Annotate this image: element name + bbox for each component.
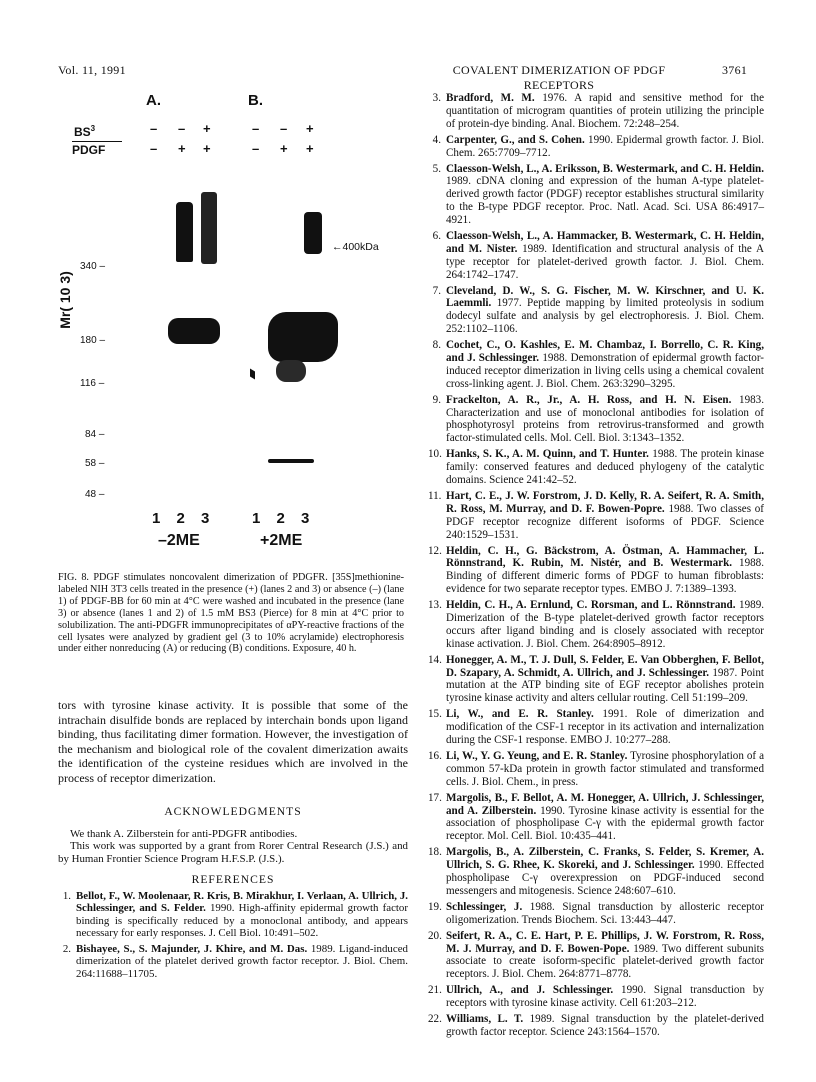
reference-item: 6. Claesson-Welsh, L., A. Hammacker, B. Westermark, C. H. Heldin, and M. Nister. 1989. Identification and structural analysis of the A type receptor for platelet-derived growth factor. J. Biol. Chem. 264:1742–1747. bbox=[432, 230, 764, 281]
marker-58: 58 – bbox=[85, 458, 105, 469]
reference-item: 17. Margolis, B., F. Bellot, A. M. Honegger, A. Ullrich, J. Schlessinger, and A. Zilberstein. 1990. Tyrosine kinase activity is essential for the association of phospholipase C-γ with the epidermal growth factor receptor. Mol. Cell. Biol. 10:435–441. bbox=[428, 791, 764, 843]
marker-180: 180 – bbox=[80, 335, 106, 346]
panel-b-label: B. bbox=[248, 92, 263, 109]
band-a3-high bbox=[201, 192, 217, 264]
reference-item: 12. Heldin, C. H., G. Bäckstrom, A. Östman, A. Hammacher, L. Rönnstrand, K. Rubin, M. Nistér, and B. Westermark. 1988. Binding of different dimeric forms of PDGF to human fibroblasts: evidence for two separate receptor types. EMBO J. 7:1389–1393. bbox=[428, 544, 764, 596]
condition-b: +2ME bbox=[260, 532, 303, 549]
acknowledgments-text bbox=[58, 828, 408, 865]
reference-item: 11. Hart, C. E., J. W. Forstrom, J. D. Kelly, R. A. Seifert, R. A. Smith, R. Ross, M. Murray, and D. F. Bowen-Popre. 1988. Two classes of PDGF receptor recognize different isoforms of PDGF. Science 240:1529–1531. bbox=[428, 489, 765, 541]
reference-item: 1. Bellot, F., W. Moolenaar, R. Kris, B. Mirakhur, I. Verlaan, A. Ullrich, J. Schlessinger, and S. Felder. 1990. High-affinity epidermal growth factor binding is specifically reduced by a monoclonal antibody, and appears necessary for early responses. J. Cell Biol. 10:491–502. bbox=[62, 890, 409, 940]
page-number: 3761 bbox=[722, 63, 748, 77]
reference-item: 8. Cochet, C., O. Kashles, E. M. Chambaz, I. Borrello, C. R. King, and J. Schlessinger. 1988. Demonstration of epidermal growth factor-induced receptor dimerization in living cells using a chemical covalent cross-linking agent. J. Biol. Chem. 263:3290–3295. bbox=[432, 339, 764, 390]
sign: – bbox=[150, 121, 158, 136]
sign: + bbox=[178, 141, 186, 156]
sign: + bbox=[306, 121, 314, 136]
bs3-row-label: $BS^3$ bbox=[74, 124, 96, 139]
sign: – bbox=[178, 121, 186, 136]
reference-item: 19. Schlessinger, J. 1988. Signal transduction by allosteric receptor oligomerization. Trends Biochem. Sci. 13:443–447. bbox=[428, 900, 764, 926]
reference-item: 5. Claesson-Welsh, L., A. Eriksson, B. Westermark, and C. H. Heldin. 1989. cDNA cloning and expression of the human A-type platelet-derived growth factor (PDGF) receptor establishes structural similarity to the B-type PDGF receptor. Proc. Natl. Acad. Sci. USA 86:4917–4921. bbox=[432, 162, 764, 226]
ack-paragraph: We thank A. Zilberstein for anti-PDGFR antibodies. bbox=[70, 828, 298, 840]
volume-label: Vol. 11, 1991 bbox=[58, 63, 126, 77]
reference-item: 18. Margolis, B., A. Zilberstein, C. Franks, S. Felder, S. Kremer, A. Ullrich, S. G. Rhee, K. Skoreki, and J. Schlessinger. 1990. Effected phospholipase C-γ overexpression on PDGF-induced second messengers and mitogenesis. Science 248:607–610. bbox=[428, 846, 764, 897]
reference-item: 13. Heldin, C. H., A. Ernlund, C. Rorsman, and L. Rönnstrand. 1989. Dimerization of the B-type platelet-derived growth factor receptors occurs after ligand binding and is closely associated with receptor kinase activation. J. Biol. Chem. 264:8905–8912. bbox=[428, 599, 765, 650]
ack-paragraph: This work was supported by a grant from Rorer Central Research (J.S.) and by Human Frontier Science Program H.F.S.P. (J.S.). bbox=[58, 840, 408, 865]
y-axis-label: Mr( 10 3) bbox=[56, 271, 73, 329]
band-b-180 bbox=[268, 312, 338, 362]
marker-48: 48 – bbox=[85, 489, 105, 500]
references-left bbox=[58, 890, 408, 983]
band-b-58 bbox=[268, 459, 314, 463]
sign: + bbox=[306, 141, 314, 156]
reference-item: 10. Hanks, S. K., A. M. Quinn, and T. Hunter. 1988. The protein kinase family: conserved features and deduced phylogeny of the catalytic domains. Science 241:42–52. bbox=[428, 448, 765, 486]
condition-a: –2ME bbox=[158, 532, 200, 549]
sign: + bbox=[203, 121, 211, 136]
reference-item: 15. Li, W., and E. R. Stanley. 1991. Role of dimerization and modification of the CSF-1 receptor in its activation and internalization during the CSF-1 response. EMBO J. 10:277–288. bbox=[428, 708, 765, 746]
marker-84: 84 – bbox=[85, 429, 105, 440]
references-heading: REFERENCES bbox=[191, 873, 275, 886]
body-paragraph: tors with tyrosine kinase activity. It is possible that some of the intrachain disulfide bonds are replaced by interchain bonds upon ligand binding, thus facilitating dimer formation. However, the investigation of the mechanism and biological role of the covalent dimerization awaits the identification of the cysteine residues which are involved in the process of receptor dimerization. bbox=[58, 698, 408, 785]
band-a-180 bbox=[168, 318, 220, 344]
pdgf-row-label: PDGF bbox=[72, 143, 106, 157]
panel-a-label: A. bbox=[146, 92, 161, 109]
acknowledgments-heading: ACKNOWLEDGMENTS bbox=[164, 805, 302, 818]
running-title: COVALENT DIMERIZATION OF PDGF RECEPTORS bbox=[452, 63, 666, 92]
sign: – bbox=[252, 141, 260, 156]
sign: + bbox=[203, 141, 211, 156]
arrow-400kda-label: ←400kDa bbox=[332, 241, 379, 253]
reference-item: 20. Seifert, R. A., C. E. Hart, P. E. Phillips, J. W. Forstrom, R. Ross, M. J. Murray, and D. F. Bowen-Pope. 1989. Two different subunits associate to create isoform-specific platelet-derived growth factor receptors. J. Biol. Chem. 264:8771–8778. bbox=[428, 929, 765, 981]
reference-item: 22. Williams, L. T. 1989. Signal transduction by the platelet-derived growth factor receptor. Science 243:1564–1570. bbox=[428, 1013, 764, 1038]
sign: – bbox=[280, 121, 288, 136]
reference-item: 7. Cleveland, D. W., S. G. Fischer, M. W. Kirschner, and U. K. Laemmli. 1977. Peptide mapping by limited proteolysis in sodium dodecyl sulfate and analysis by gel electrophoresis. J. Biol. Chem. 252:1102–1106. bbox=[432, 284, 764, 336]
reference-item: 2. Bishayee, S., S. Majunder, J. Khire, and M. Das. 1989. Ligand-induced dimerization of the platelet derived growth factor receptor. J. Biol. Chem. 264:11688–11705. bbox=[62, 942, 408, 980]
reference-item: 9. Frackelton, A. R., Jr., A. H. Ross, and H. N. Eisen. 1983. Characterization and use of monoclonal antibodies for isolation of phosphotyrosyl proteins from retrovirus-transformed and growth factor-stimulated cells. Mol. Cell. Biol. 3:1343–1352. bbox=[432, 393, 765, 445]
band-b3-high bbox=[304, 212, 322, 254]
row-divider bbox=[72, 141, 122, 142]
lanes-b: 1 2 3 bbox=[252, 510, 310, 527]
sign: – bbox=[150, 141, 158, 156]
gel-figure bbox=[58, 92, 408, 562]
sign: + bbox=[280, 141, 288, 156]
band-a2-high bbox=[176, 202, 193, 262]
reference-item: 21. Ullrich, A., and J. Schlessinger. 1990. Signal transduction by receptors with tyrosine kinase activity. Cell 61:203–212. bbox=[428, 984, 764, 1010]
figure-caption: FIG. 8. PDGF stimulates noncovalent dimerization of PDGFR. [35S]methionine-labeled NIH 3T3 cells treated in the presence (+) (lanes 2 and 3) or absence (–) (lane 1) of PDGF-BB for 60 min at 4°C were washed and incubated in the presence (lane 3) or absence (lanes 1 and 2) of 1.5 mM BS3 (Pierce) for 8 min at 4°C prior to solubilization. The anti-PDGFR immunoprecipitates of αPY-reactive fractions of the cell lysates were analyzed by gradient gel (3 to 10% acrylamide) electrophoresis under either nonreducing (A) or reducing (B) conditions. Exposure, 40 h. bbox=[58, 572, 404, 655]
reference-item: 16. Li, W., Y. G. Yeung, and E. R. Stanley. Tyrosine phosphorylation of a common 57-kDa protein in growth factor stimulated and transformed cells. J. Biol. Chem., in press. bbox=[428, 749, 764, 788]
sign: – bbox=[252, 121, 260, 136]
reference-item: 14. Honegger, A. M., T. J. Dull, S. Felder, E. Van Obberghen, F. Bellot, D. Szapary, A. Schmidt, A. Ullrich, and J. Schlessinger. 1987. Point mutation at the ATP binding site of EGF receptor abolishes protein tyrosine kinase activity and alters cellular routing. Cell 51:199–209. bbox=[428, 653, 765, 705]
band-b-arrowhead bbox=[250, 369, 255, 380]
reference-item: 4. Carpenter, G., and S. Cohen. 1990. Epidermal growth factor. J. Biol. Chem. 265:7709–7712. bbox=[432, 133, 764, 159]
reference-item: 3. Bradford, M. M. 1976. A rapid and sensitive method for the quantitation of microgram quantities of protein utilizing the principle of protein-dye binding. Anal. Biochem. 72:248–254. bbox=[432, 92, 764, 130]
band-b-smear bbox=[276, 360, 306, 382]
marker-116: 116 – bbox=[80, 378, 105, 389]
lanes-a: 1 2 3 bbox=[152, 510, 210, 527]
marker-340: 340 – bbox=[80, 261, 106, 272]
references-right bbox=[428, 92, 764, 1042]
